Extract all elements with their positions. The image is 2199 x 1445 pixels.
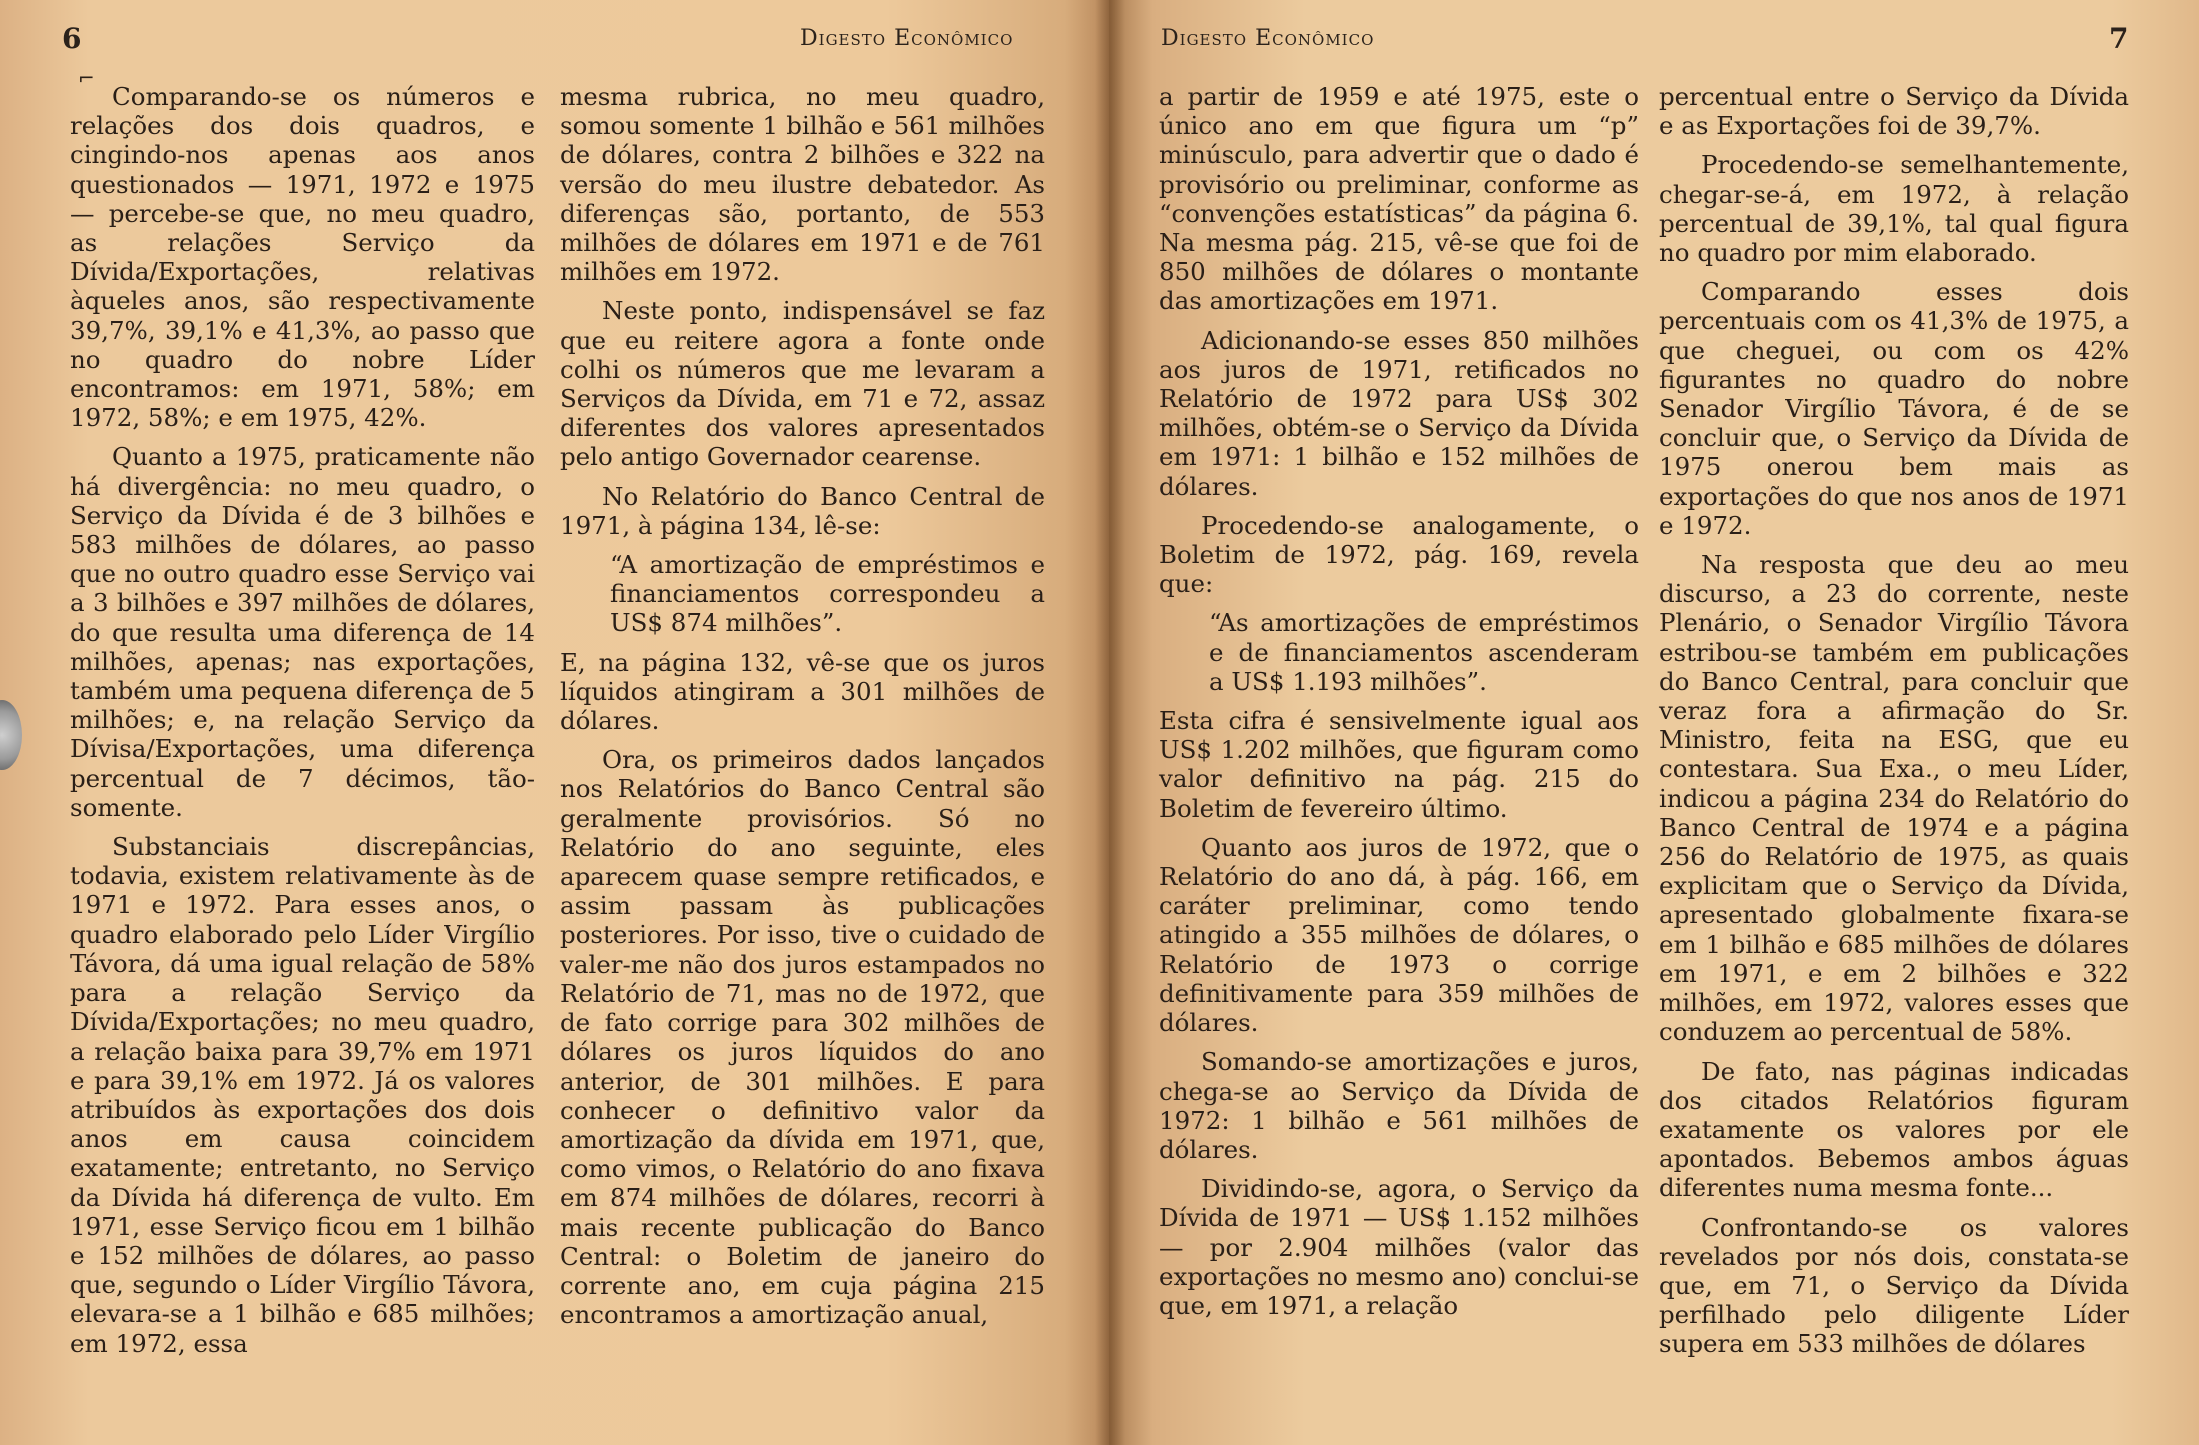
paragraph: Dividindo-se, agora, o Serviço da Dívida de 1971 — US$ 1.152 milhões — por 2.904 milhões (valor das exportações no mesmo ano) conclui-se que, em 1971, a relação <box>1159 1174 1639 1320</box>
book-gutter <box>1095 0 1125 1445</box>
left-page-column-2 <box>560 82 1045 1339</box>
paragraph: No Relatório do Banco Central de 1971, à página 134, lê-se: <box>560 481 1045 540</box>
paragraph: E, na página 132, vê-se que os juros líquidos atingiram a 301 milhões de dólares. <box>560 647 1045 736</box>
paragraph: mesma rubrica, no meu quadro, somou somente 1 bilhão e 561 milhões de dólares, contra 2 bilhões e 322 na versão do meu ilustre debatedor. As diferenças são, portanto, de 553 milhões de dólares em 1971 e de 761 milhões em 1972. <box>560 82 1045 287</box>
paragraph: Quanto aos juros de 1972, que o Relatório do ano dá, à pág. 166, em caráter preliminar, como tendo atingido a 355 milhões de dólares, o Relatório de 1973 o corrige definitivamente para 359 milhões de dólares. <box>1159 832 1639 1038</box>
paragraph: Procedendo-se analogamente, o Boletim de 1972, pág. 169, revela que: <box>1159 510 1639 599</box>
binding-hole <box>0 700 22 770</box>
running-head: Digesto Econômico <box>1161 26 1375 51</box>
block-quote: “A amortização de empréstimos e financiamentos correspondeu a US$ 874 milhões”. <box>610 550 1045 638</box>
page-number: 7 <box>2109 22 2129 55</box>
paragraph: Na resposta que deu ao meu discurso, a 23 do corrente, neste Plenário, o Senador Virgílio Távora estribou-se também em publicações do Banco Central, para concluir que veraz fora a afirmação do Sr. Ministro, feita na ESG, que eu contestara. Sua Exa., o meu Líder, indicou a página 234 do Relatório do Banco Central de 1974 e a página 256 do Relatório de 1975, as quais explicitam que o Serviço da Dívida, apresentado globalmente fixara-se em 1 bilhão e 685 milhões de dólares em 1971, e em 2 bilhões e 322 milhões, em 1972, valores esses que conduzem ao percentual de 58%. <box>1659 550 2129 1047</box>
paragraph: De fato, nas páginas indicadas dos citados Relatórios figuram exatamente os valores por ele apontados. Bebemos ambos águas diferentes numa mesma fonte... <box>1659 1056 2129 1203</box>
running-head: Digesto Econômico <box>800 26 1014 51</box>
block-quote: “As amortizações de empréstimos e de financiamentos ascenderam a US$ 1.193 milhões”. <box>1209 608 1639 696</box>
margin-mark: ⌐ <box>78 66 95 90</box>
paragraph: Neste ponto, indispensável se faz que eu reitere agora a fonte onde colhi os números que me levaram a Serviços da Dívida, em 71 e 72, assaz diferentes dos valores apresentados pelo antigo Governador cearense. <box>560 296 1045 472</box>
right-page <box>1109 0 2199 1445</box>
right-page-column-1 <box>1159 82 1639 1330</box>
paragraph: Adicionando-se esses 850 milhões aos juros de 1971, retificados no Relatório de 1972 para US$ 302 milhões, obtém-se o Serviço da Dívida em 1971: 1 bilhão e 152 milhões de dólares. <box>1159 325 1639 501</box>
right-page-column-2 <box>1659 82 2129 1369</box>
paragraph: Confrontando-se os valores revelados por nós dois, constata-se que, em 71, o Serviço da Dívida perfilhado pelo diligente Líder supera em 533 milhões de dólares <box>1659 1212 2129 1359</box>
paragraph: Procedendo-se semelhantemente, chegar-se-á, em 1972, à relação percentual de 39,1%, tal qual figura no quadro por mim elaborado. <box>1659 150 2129 268</box>
paragraph: Quanto a 1975, praticamente não há divergência: no meu quadro, o Serviço da Dívida é de 3 bilhões e 583 milhões de dólares, ao passo que no outro quadro esse Serviço vai a 3 bilhões e 397 milhões de dólares, do que resulta uma diferença de 14 milhões, apenas; nas exportações, também uma pequena diferença de 5 milhões; e, na relação Serviço da Dívisa/Exportações, uma diferença percentual de 7 décimos, tão-somente. <box>70 442 535 822</box>
paragraph: Comparando esses dois percentuais com os 41,3% de 1975, a que cheguei, ou com os 42% figurantes no quadro do nobre Senador Virgílio Távora, é de se concluir que, o Serviço da Dívida de 1975 onerou bem mais as exportações do que nos anos de 1971 e 1972. <box>1659 277 2129 540</box>
page-number: 6 <box>62 22 82 55</box>
left-page-column-1 <box>70 82 535 1368</box>
paragraph: percentual entre o Serviço da Dívida e as Exportações foi de 39,7%. <box>1659 82 2129 141</box>
paragraph: Comparando-se os números e relações dos dois quadros, e cingindo-nos apenas aos anos questionados — 1971, 1972 e 1975 — percebe-se que, no meu quadro, as relações Serviço da Dívida/Exportações, relativas àqueles anos, são respectivamente 39,7%, 39,1% e 41,3%, ao passo que no quadro do nobre Líder encontramos: em 1971, 58%; em 1972, 58%; e em 1975, 42%. <box>70 82 535 433</box>
paragraph: Esta cifra é sensivelmente igual aos US$ 1.202 milhões, que figuram como valor definitivo na pág. 215 do Boletim de fevereiro último. <box>1159 706 1639 823</box>
paragraph: Substanciais discrepâncias, todavia, existem relativamente às de 1971 e 1972. Para esses anos, o quadro elaborado pelo Líder Virgílio Távora, dá uma igual relação de 58% para a relação Serviço da Dívida/Exportações; no meu quadro, a relação baixa para 39,7% em 1971 e para 39,1% em 1972. Já os valores atribuídos às exportações dos dois anos em causa coincidem exatamente; entretanto, no Serviço da Dívida há diferença de vulto. Em 1971, esse Serviço ficou em 1 bilhão e 152 milhões de dólares, ao passo que, segundo o Líder Virgílio Távora, elevara-se a 1 bilhão e 685 milhões; em 1972, essa <box>70 832 535 1358</box>
paragraph: a partir de 1959 e até 1975, este o único ano em que figura um “p” minúsculo, para advertir que o dado é provisório ou preliminar, conforme as “convenções estatísticas” da página 6. Na mesma pág. 215, vê-se que foi de 850 milhões de dólares o montante das amortizações em 1971. <box>1159 82 1639 316</box>
paragraph: Ora, os primeiros dados lançados nos Relatórios do Banco Central são geralmente provisórios. Só no Relatório do ano seguinte, eles aparecem quase sempre retificados, e assim passam às publicações posteriores. Por isso, tive o cuidado de valer-me não dos juros estampados no Relatório de 71, mas no de 1972, que de fato corrige para 302 milhões de dólares os juros líquidos do ano anterior, de 301 milhões. E para conhecer o definitivo valor da amortização da dívida em 1971, que, como vimos, o Relatório do ano fixava em 874 milhões de dólares, recorri à mais recente publicação do Banco Central: o Boletim de janeiro do corrente ano, em cuja página 215 encontramos a amortização anual, <box>560 745 1045 1330</box>
paragraph: Somando-se amortizações e juros, chega-se ao Serviço da Dívida de 1972: 1 bilhão e 561 milhões de dólares. <box>1159 1047 1639 1164</box>
